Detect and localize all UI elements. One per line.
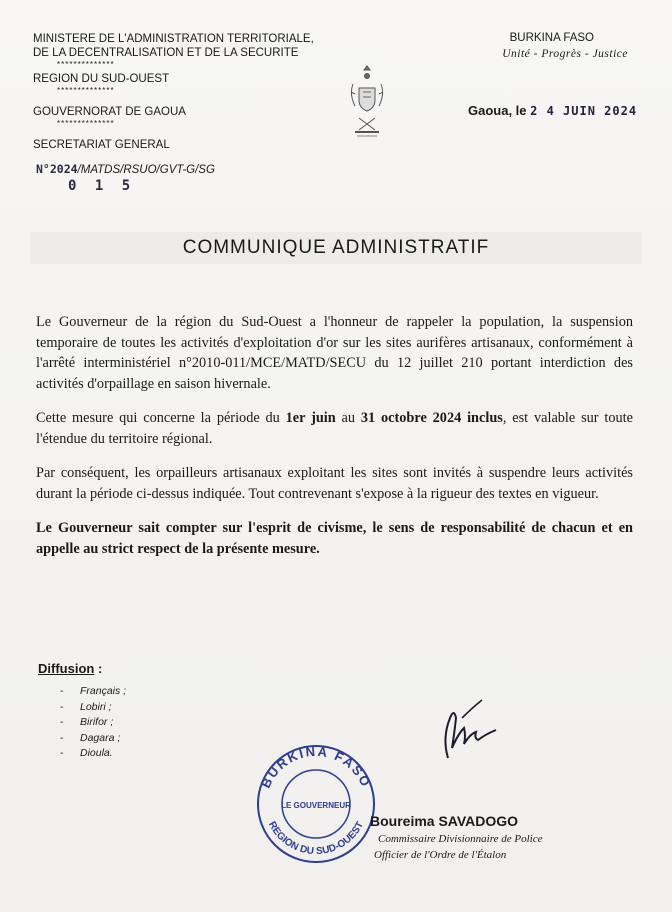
signatory-decoration: Officier de l'Ordre de l'Étalon [374,849,507,861]
signatory-name [370,813,570,829]
diffusion-item: - Lobiri ; [60,700,126,716]
place-and-date [468,103,637,118]
paragraph-1: Le Gouverneur de la région du Sud-Ouest a l'honneur de rappeler la population, la suspension temporaire de toutes les activités d'exploitation d'or sur les sites aurifères artisanaux, conformément à l'arrêté interministériel n°2010-011/MCE/MATD/SECU du 12 juillet 210 portant interdiction des activités d'orpaillage en saison hivernale. [36,314,633,392]
paragraph-3: Par conséquent, les orpailleurs artisanaux exploitant les sites sont invités à suspendre leurs activités durant la période ci-dessus indiquée. Tout contrevenant s'expose à la rigueur des textes en vigueur. [36,465,633,502]
reference-suffix: /MATDS/RSUO/GVT-G/SG [77,164,215,176]
region-line: REGION DU SUD-OUEST [33,73,170,85]
official-round-stamp [250,742,382,864]
paragraph-2-text: Cette mesure qui concerne la période du [36,410,286,426]
separator-stars: ************** [57,86,115,95]
diffusion-colon: : [94,661,103,676]
diffusion-item: - Français ; [60,684,126,700]
reference-stamped-number: 0 1 5 [68,178,136,194]
governorate-line: GOUVERNORAT DE GAOUA [33,106,186,118]
separator-stars: ************** [57,60,115,69]
stamp-bottom-text: REGION DU SUD-OUEST [265,819,367,858]
separator-stars: ************** [57,119,115,128]
reference-prefix: N°2024 [36,162,78,176]
signatory-rank: Commissaire Divisionnaire de Police [378,833,543,845]
diffusion-item: - Dagara ; [60,731,126,747]
diffusion-item: - Dioula. [60,746,126,762]
stamp-top-text: BURKINA FASO [257,743,375,791]
country-block [502,32,628,60]
paragraph-2-text: , est valable sur toute l'étendue du territoire régional. [36,410,633,447]
diffusion-block [38,660,126,762]
stamp-center-text: LE GOUVERNEUR [281,801,351,810]
paragraph-2-text: au [335,410,361,426]
place-label: Gaoua, le [468,103,527,118]
issuing-authority-block [33,32,353,152]
handwritten-signature [390,696,510,766]
start-date: 1er juin [285,410,336,426]
document-title: COMMUNIQUE ADMINISTRATIF [182,237,490,258]
signatory-last-name: SAVADOGO [438,813,519,829]
reference-number [36,162,215,176]
secretariat-line: SECRETARIAT GENERAL [33,139,170,151]
diffusion-list [60,684,126,762]
ministry-line-2: DE LA DECENTRALISATION ET DE LA SECURITE [33,47,299,59]
date-stamp: 2 4 JUIN 2024 [530,104,638,118]
end-date: 31 octobre 2024 inclus [360,410,503,426]
diffusion-item: - Birifor ; [60,715,126,731]
ministry-line-1: MINISTERE DE L'ADMINISTRATION TERRITORIALE, [33,33,314,45]
signatory-first-name: Boureima [370,813,435,829]
diffusion-title: Diffusion [38,661,95,676]
national-motto: Unité - Progrès - Justice [502,48,628,60]
paragraph-2 [36,408,633,449]
paragraph-4: Le Gouverneur sait compter sur l'esprit de civisme, le sens de responsabilité de chacun et en appelle au strict respect de la présente mesure. [36,520,633,557]
country-name: BURKINA FASO [509,32,594,44]
communique-body [36,312,633,573]
signatory-block [370,813,570,861]
coat-of-arms-emblem [345,62,389,142]
